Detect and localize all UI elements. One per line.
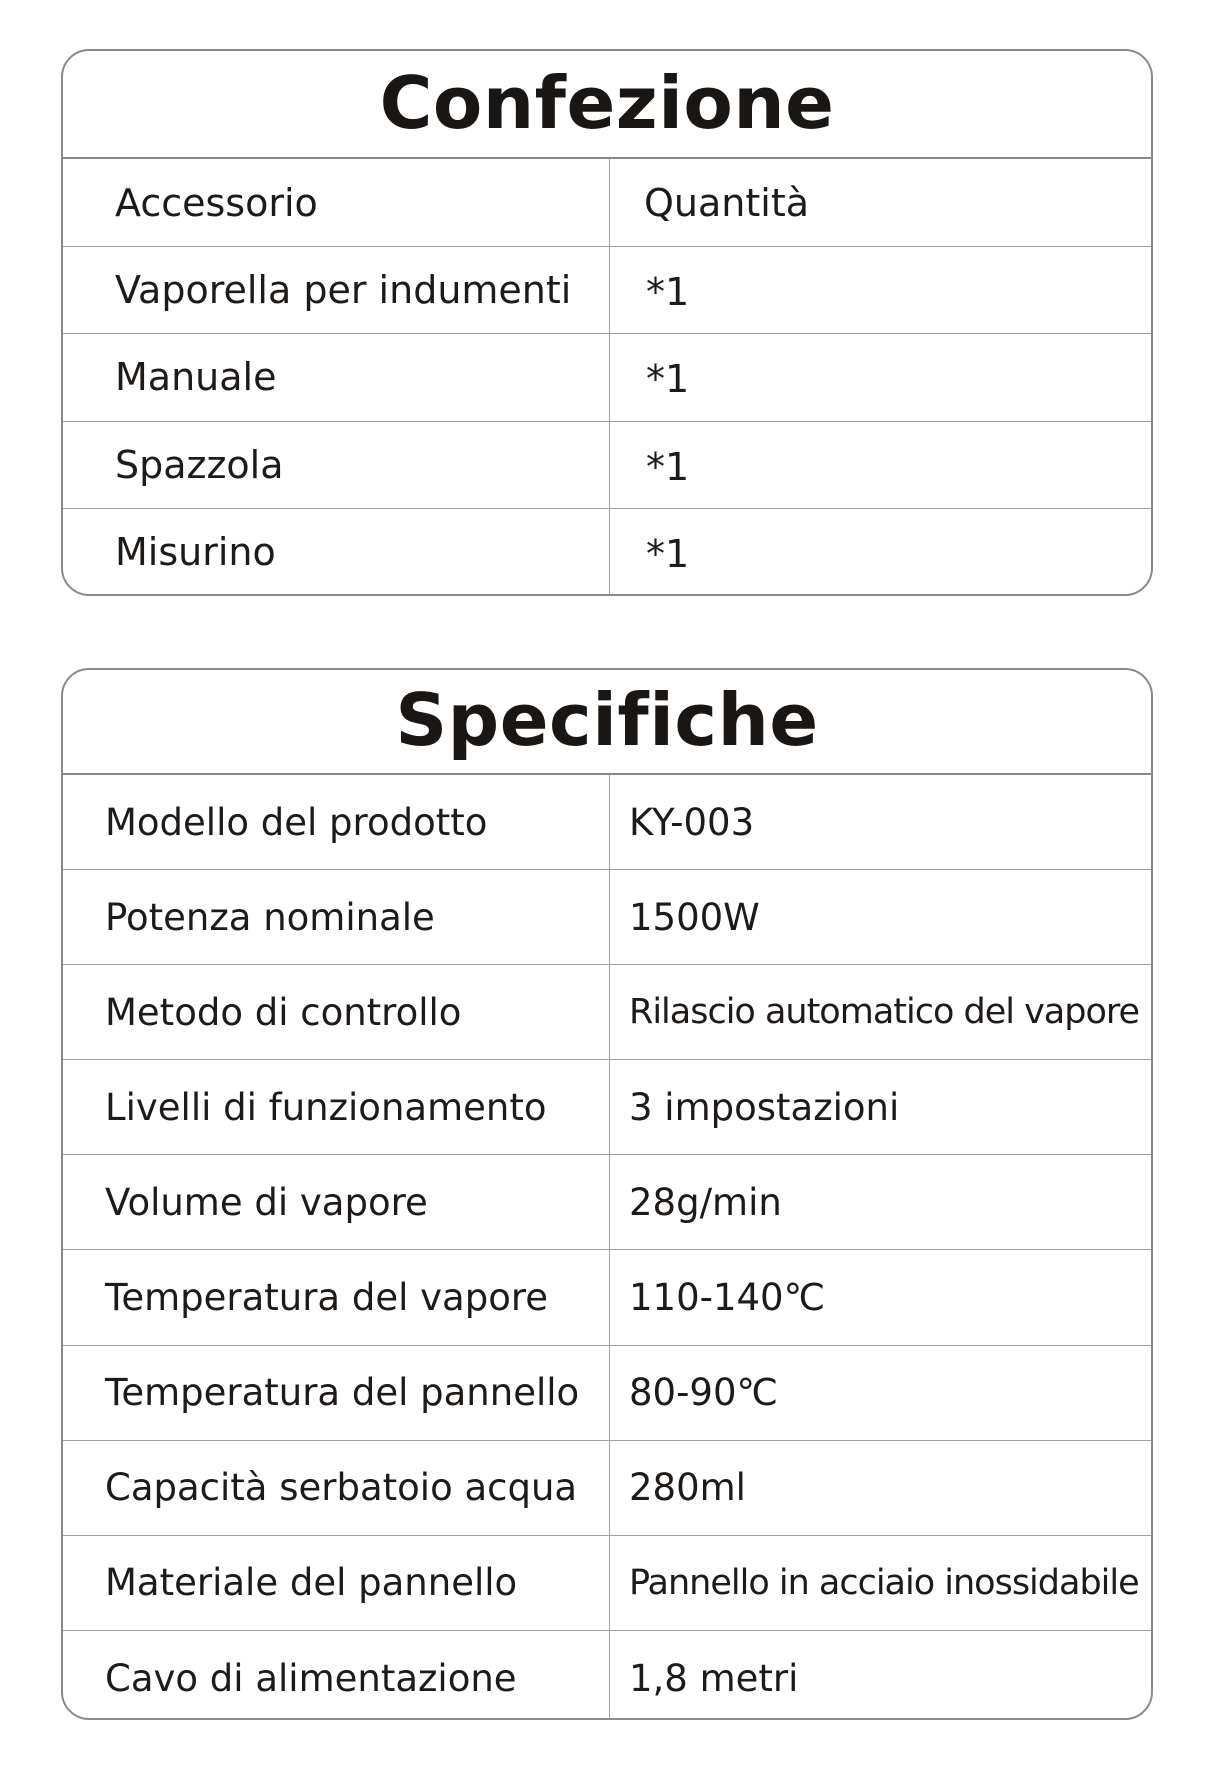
spec-label: Temperatura del vapore (63, 1250, 610, 1344)
spec-label: Metodo di controllo (63, 965, 610, 1059)
accessory-name: Vaporella per indumenti (63, 247, 610, 333)
spec-label: Potenza nominale (63, 870, 610, 964)
spec-label: Capacità serbatoio acqua (63, 1441, 610, 1535)
accessory-name: Manuale (63, 334, 610, 420)
spec-value: Pannello in acciaio inossidabile (629, 1562, 1139, 1603)
table-row (63, 334, 1151, 421)
accessory-quantity: *1 (646, 270, 690, 315)
table-row (63, 775, 1151, 870)
table-row (63, 965, 1151, 1060)
header-accessory: Accessorio (63, 159, 610, 246)
package-contents-rows (63, 159, 1151, 596)
spec-label: Cavo di alimentazione (63, 1631, 610, 1720)
spec-label: Volume di vapore (63, 1155, 610, 1249)
spec-label: Materiale del pannello (63, 1536, 610, 1630)
table-row (63, 1631, 1151, 1720)
specifications-rows (63, 775, 1151, 1720)
spec-value: 28g/min (629, 1180, 782, 1224)
spec-value: 1500W (629, 895, 760, 939)
spec-value: Rilascio automatico del vapore (629, 992, 1140, 1033)
table-row (63, 1155, 1151, 1250)
spec-value: 280ml (629, 1466, 746, 1510)
table-row (63, 1536, 1151, 1631)
table-row (63, 509, 1151, 596)
spec-label: Modello del prodotto (63, 775, 610, 869)
spec-value: KY-003 (629, 800, 755, 844)
accessory-quantity: *1 (646, 444, 690, 489)
table-row (63, 1346, 1151, 1441)
accessory-quantity: *1 (646, 532, 690, 577)
table-header-row (63, 159, 1151, 247)
specifications-table (61, 668, 1153, 1720)
specifications-title: Specifiche (63, 670, 1151, 775)
header-quantity: Quantità (644, 180, 810, 225)
spec-label: Livelli di funzionamento (63, 1060, 610, 1154)
spec-value: 3 impostazioni (629, 1085, 900, 1129)
package-contents-title: Confezione (63, 51, 1151, 159)
table-row (63, 247, 1151, 334)
table-row (63, 1441, 1151, 1536)
spec-value: 80-90℃ (629, 1371, 779, 1415)
table-row (63, 1250, 1151, 1345)
spec-label: Temperatura del pannello (63, 1346, 610, 1440)
spec-value: 110-140℃ (629, 1276, 826, 1320)
table-row (63, 422, 1151, 509)
accessory-name: Spazzola (63, 422, 610, 508)
package-contents-table (61, 49, 1153, 596)
accessory-quantity: *1 (646, 357, 690, 402)
spec-value: 1,8 metri (629, 1656, 799, 1700)
table-row (63, 870, 1151, 965)
table-row (63, 1060, 1151, 1155)
accessory-name: Misurino (63, 509, 610, 596)
